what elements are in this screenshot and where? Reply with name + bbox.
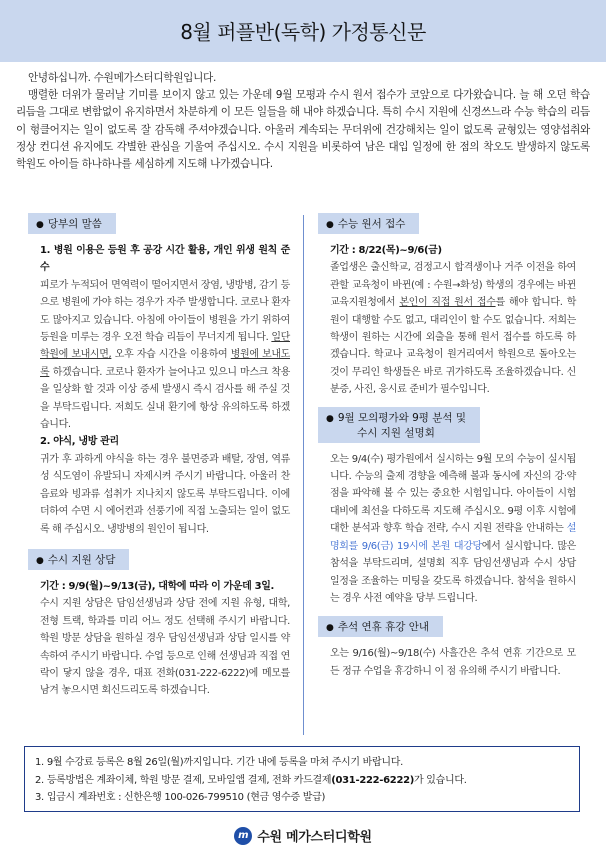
mock-text: 오는 9/4(수) 평가원에서 실시하는 9월 모의 수능이 실시됩니다. 수능의 출제 경향을 예측해 볼과 동시에 자신의 강·약점을 파악해 볼 수 있는 중요한 시험입니다. 아이들이 시험 대비에 최선을 다하도록 지도해 주십시오. 9평 이후 시험에 대한 분석과 향후 학습 전략, 수시 지원 전략을 안내하는 설명회를 9/6(금) 19시에 본원 대강당에서 실시합니다. 많은 참석을 부탁드리며, 설명회 직후 담임선생님과 수시 상담 일정을 조율하는 미팅을 갖도록 하겠습니다. 참석을 원하시는 경우 사전 예약을 당부 드립니다.: [330, 453, 576, 604]
column-divider: [303, 215, 304, 735]
bullet-icon: ●: [326, 220, 334, 230]
intro-body: 맹렬한 더위가 물러날 기미를 보이지 않고 있는 가운데 9월 모평과 수시 원서 접수가 코앞으로 다가왔습니다. 늘 해 오던 학습 리듬을 그대로 변함없이 유지하면서 차분하게 이 모든 일들을 해 내야 하겠습니다. 특히 수시 지원에 신경쓰느라 수능 학습의 리듬이 헝클어지는 일이 없도록 잘 감독해 주셔야겠습니다. 아울러 계속되는 무더위에 건강해치는 일이 없도록 균형있는 영양섭취와 정상 컨디션 유지에도 각별한 관심을 기울여 주십시오. 수시 지원을 비롯하여 남은 대입 일정에 한 점의 착오도 발생하지 않도록 학원도 아이들 하나하나를 세심하게 지도해 나가겠습니다.: [16, 89, 590, 171]
page-title: 8월 퍼플반(독학) 가정통신문: [180, 20, 426, 44]
application-text: 졸업생은 출신학교, 검정고시 합격생이나 거주 이전을 하여 관할 교육청이 바뀐(예 : 수원→화성) 학생의 경우에는 바뀐 교육지원청에서 본인이 직접 원서 접수를 해야 합니다. 학원이 대행할 수도 없고, 대리인이 할 수도 없습니다. 저희는 학생이 원하는 시간에 외출을 통해 원서 접수를 하도록 하겠습니다. 학교나 교육청이 원거리여서 학원으로 돌아오는 것이 무리인 학생들은 바로 귀가하도록 조율하겠습니다. 신분증, 사진, 응시료 준비가 필수입니다.: [330, 262, 576, 396]
mock-content: [318, 451, 576, 608]
logo-icon: m: [234, 827, 252, 845]
section-title-application: ● 수능 원서 접수: [318, 213, 419, 234]
holiday-content: [318, 645, 576, 680]
intro-section: [16, 70, 590, 173]
consult-content: [28, 578, 290, 700]
section-title-parents: ● 당부의 말씀: [28, 213, 116, 234]
notice-line-1: 1. 9월 수강료 등록은 8월 26일(월)까지입니다. 기간 내에 등록을 마쳐 주시기 바랍니다.: [35, 757, 403, 768]
intro-greeting: 안녕하십니까. 수원메가스터디학원입니다.: [28, 72, 217, 84]
right-column: [318, 212, 576, 680]
item2-title: 2. 야식, 냉방 관리: [40, 436, 119, 448]
section-title-holiday: ● 추석 연휴 휴강 안내: [318, 616, 443, 637]
left-column: [28, 212, 290, 700]
bullet-icon: ●: [36, 555, 44, 566]
page-header: [0, 0, 606, 62]
notice-line-2: 2. 등록방법은 계좌이체, 학원 방문 결제, 모바일앱 결제, 전화 카드결제(031-222-6222)가 있습니다.: [35, 774, 467, 786]
notice-box: [24, 746, 580, 812]
holiday-text: 오는 9/16(월)~9/18(수) 사흘간은 추석 연휴 기간으로 모든 정규 수업을 휴강하니 이 점 유의해 주시기 바랍니다.: [330, 648, 576, 677]
application-period: 기간 : 8/22(목)~9/6(금): [330, 245, 442, 256]
application-content: [318, 242, 576, 399]
academy-logo: m 수원 메가스터디학원: [0, 826, 606, 845]
parents-content: [28, 242, 290, 538]
notice-line-3: 3. 입금시 계좌번호 : 신한은행 100-026-799510 (현금 영수증 발급): [35, 792, 326, 803]
section-title-mock: ● 9월 모의평가와 9평 분석 및 수시 지원 설명회: [318, 407, 480, 443]
item2-text: 귀가 후 과하게 야식을 하는 경우 불면증과 배탈, 장염, 역류성 식도염이 유발되니 자제시켜 주시기 바랍니다. 아울러 찬 음료와 빙과류 섭취가 지나치지 않도록 부탁드립니다. 이에 더하여 수면 시 에어컨과 선풍기에 직접 노출되는 일이 없도록 해 주십시오. 냉방병의 원인이 됩니다.: [40, 453, 290, 535]
consult-period: 기간 : 9/9(월)~9/13(금), 대학에 따라 이 가운데 3일.: [40, 580, 274, 592]
consult-text: 수시 지원 상담은 담임선생님과 상담 전에 지원 유형, 대학, 전형 트랙, 학과를 미리 어느 정도 선택해 주시기 바랍니다. 학원 방문 상담을 원하실 경우 담임선생님과 상담 일시를 약속하여 주시기 바랍니다. 수업 등으로 인해 선생님과 직접 연락이 닿지 않을 경우, 대표 전화(031-222-6222)에 메모를 남겨 놓으시면 회신드리도록 하겠습니다.: [40, 598, 290, 697]
section-title-consult: ● 수시 지원 상담: [28, 549, 129, 570]
bullet-icon: ●: [326, 623, 334, 634]
bullet-icon: ●: [36, 220, 44, 230]
bullet-icon: ●: [326, 413, 334, 424]
item1-text: 피로가 누적되어 면역력이 떨어지면서 장염, 냉방병, 감기 등으로 병원에 가야 하는 경우가 자주 발생합니다. 코로나 환자도 많아지고 있습니다. 아침에 아이들이 병원을 가기 위하여 등원을 미루는 경우 오전 학습 리듬이 무너지게 됩니다. 일단 학원에 보내시면, 오후 자습 시간을 이용하여 병원에 보내도록 하겠습니다. 코로나 환자가 늘어나고 있으니 마스크 착용을 일상화 할 것과 이상 증세 발생시 즉시 검사를 해 주실 것을 부탁드립니다. 저희도 실내 환기에 항상 유의하도록 하겠습니다.: [40, 279, 290, 431]
item1-title: 1. 병원 이용은 등원 후 공강 시간 활용, 개인 위생 원칙 준수: [40, 245, 290, 274]
